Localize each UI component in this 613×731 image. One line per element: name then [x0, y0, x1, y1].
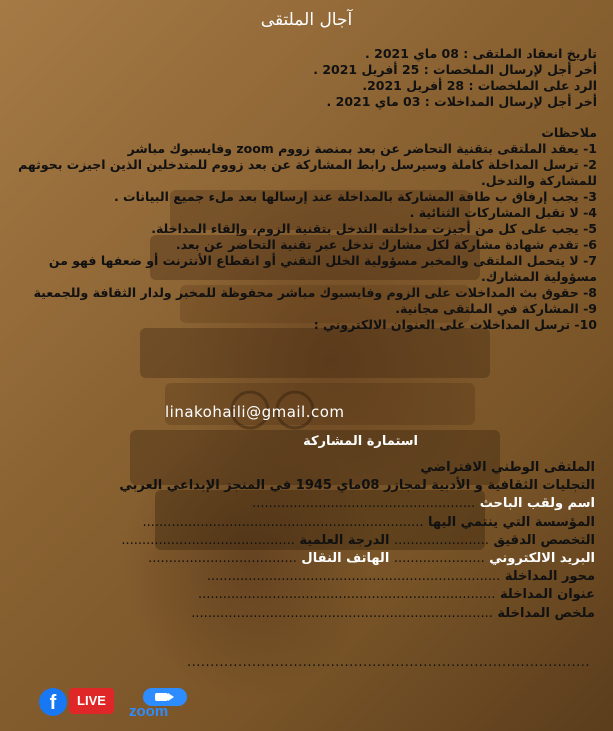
- fill-line[interactable]: ....................................................................: [142, 514, 424, 530]
- field-label-degree: الدرجة العلمية: [299, 532, 390, 548]
- note-item: 8- حقوق بث المداخلات على الزوم وفايسبوك مباشر محفوظة للمخبر ولدار الثقافة وللجمعية: [33, 285, 597, 300]
- form-row-email[interactable]: [40, 550, 595, 568]
- note-item: 4- لا تقبل المشاركات الثنائية .: [409, 205, 597, 220]
- form-row-paper-title[interactable]: [40, 586, 595, 604]
- form-title: استمارة المشاركة: [303, 434, 418, 449]
- fill-line[interactable]: .......................: [393, 532, 489, 548]
- note-item: 1- يعقد الملتقى بتقنية التحاضر عن بعد بمنصة زووم zoom وفايسبوك مباشر: [127, 141, 597, 156]
- facebook-icon: f: [39, 688, 67, 716]
- live-badge: LIVE: [69, 688, 114, 714]
- form-row-name[interactable]: [40, 495, 595, 513]
- form-row-axis[interactable]: [40, 568, 595, 586]
- field-label-phone: الهاتف النقال: [301, 551, 390, 567]
- date-item: تاريخ انعقاد الملتقى : 08 ماي 2021 .: [365, 46, 597, 61]
- note-item: 9- المشاركة في الملتقى مجانية.: [395, 301, 597, 316]
- form-header-event: الملتقى الوطني الافتراضي: [420, 460, 595, 475]
- notes-list: [18, 125, 597, 333]
- form-row-institution[interactable]: [40, 514, 595, 532]
- date-item: الرد على الملخصات : 28 أفريل 2021.: [362, 78, 597, 93]
- form-header-theme: التجليات الثقافية و الأدبية لمجازر 08ماي 1945 في المنجز الإبداعي العربي: [119, 478, 595, 494]
- note-item: 2- ترسل المداخلة كاملة وسيرسل رابط المشاركة عن بعد زووم للمتدخلين الذين اجيزت بحوثهم للمشاركة والتدخل.: [18, 157, 597, 188]
- field-label-axis: محور المداخلة: [504, 569, 595, 585]
- note-item: 6- تقدم شهادة مشاركة لكل مشارك تدخل عبر تقنية التحاضر عن بعد.: [175, 237, 597, 252]
- form-row-specialty[interactable]: [40, 532, 595, 550]
- note-item: 3- يجب إرفاق ب طاقة المشاركة بالمداخلة عند إرسالها بعد ملء جميع البيانات .: [113, 189, 597, 204]
- fill-line[interactable]: ......................................................: [252, 496, 476, 512]
- zoom-logo-text: zoom: [129, 703, 169, 720]
- fill-line[interactable]: ........................................................................: [197, 587, 496, 603]
- note-item: 5- يجب على كل من أجيزت مداخلته التدخل بتقنية الزوم، وإلقاء المداخلة.: [151, 221, 597, 236]
- field-label-specialty: التخصص الدقيق: [493, 532, 595, 548]
- note-item: 7- لا يتحمل الملتقى والمخبر مسؤولية الخلل التقني أو انقطاع الأنترنت أو ضعفها فهو من مسؤولية المشارك.: [48, 253, 597, 284]
- participation-form: [40, 459, 595, 623]
- page-title: آجال الملتقى: [260, 10, 353, 30]
- fill-line[interactable]: .......................................................................: [206, 569, 501, 585]
- fill-line[interactable]: ....................................: [148, 551, 297, 567]
- field-label-email: البريد الالكتروني: [489, 551, 595, 567]
- contact-email[interactable]: linakohaili@gmail.com: [165, 403, 345, 421]
- field-label-institution: المؤسسة التي ينتمي اليها: [428, 514, 595, 530]
- fill-line[interactable]: .........................................................................: [191, 605, 493, 621]
- field-label-name: اسم ولقب الباحث: [479, 496, 595, 512]
- field-label-paper-title: عنوان المداخلة: [500, 587, 595, 603]
- form-row-summary[interactable]: [40, 605, 595, 623]
- note-item: 10- ترسل المداخلات على العنوان الالكتروني :: [313, 317, 597, 332]
- date-item: أخر أجل لإرسال المداخلات : 03 ماي 2021 .: [326, 94, 597, 109]
- field-label-summary: ملخص المداخلة: [497, 605, 595, 621]
- dates-list: [18, 46, 597, 110]
- summary-extra-line[interactable]: .......................................................................................: [186, 655, 590, 670]
- fill-line[interactable]: ..........................................: [121, 532, 295, 548]
- notes-heading: ملاحظات: [541, 125, 597, 140]
- date-item: أخر أجل لإرسال الملخصات : 25 أفريل 2021 .: [313, 62, 597, 77]
- fill-line[interactable]: ......................: [393, 551, 485, 567]
